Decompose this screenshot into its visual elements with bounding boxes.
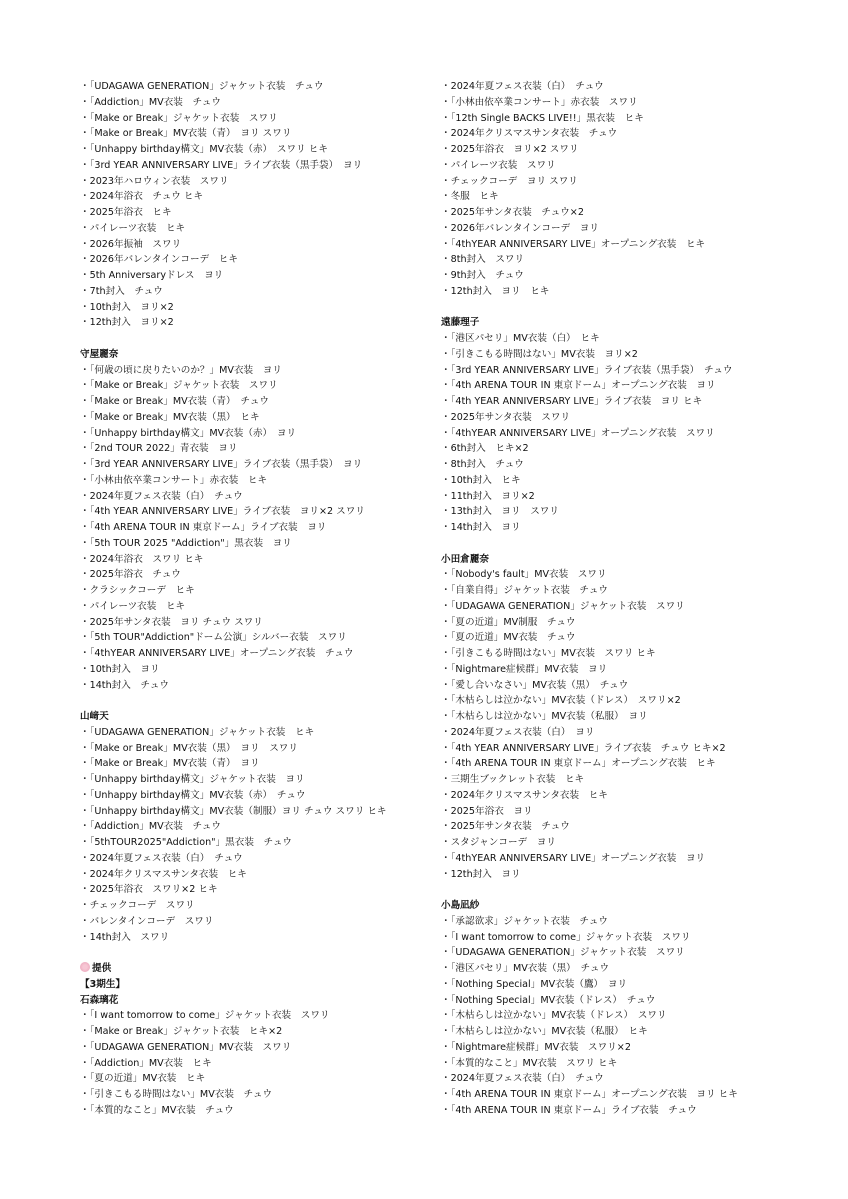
line-text: ・「承認欲求」ジャケット衣装 チュウ [441,915,608,927]
line-text: ・「自業自得」ジャケット衣装 チュウ [441,585,608,596]
list-item [80,473,450,489]
line-text: ・「4th ARENA TOUR IN 東京ドーム」ライブ衣装 ヨリ [80,522,327,533]
list-item [441,1087,811,1103]
list-item [441,662,811,678]
blank-line [80,945,450,961]
list-item [441,693,811,709]
list-item [441,615,811,631]
list-item [441,252,811,268]
line-text: ・「3rd YEAR ANNIVERSARY LIVE」ライブ衣装（黒手袋） チュウ [441,364,733,376]
line-text: ・2025年サンタ衣装 スワリ [441,411,571,423]
list-item [441,945,811,961]
line-text: ・「5th TOUR 2025 "Addiction"」黒衣装 ヨリ [80,537,292,549]
line-text: ・12th封入 ヨリ ヒキ [441,285,550,297]
list-item [80,804,450,820]
line-text: ・「港区パセリ」MV衣装（黒） チュウ [441,963,610,974]
list-item [441,126,811,142]
line-text: ・「5thTOUR2025"Addiction"」黒衣装 チュウ [80,837,293,848]
list-item [80,1024,450,1040]
line-text: ・「引きこもる時間はない」MV衣装 ヨリ×2 [441,348,638,360]
section-heading [441,898,811,914]
line-text: ・10th封入 ヒキ [441,474,521,486]
list-item [441,867,811,883]
list-item [441,410,811,426]
line-text: ・2025年サンタ衣装 チュウ [441,821,570,833]
blank-line [80,331,450,347]
line-text: ・14th封入 ヨリ [441,522,521,533]
blank-line [441,536,811,552]
line-text: ・2025年浴衣 スワリ×2 ヒキ [80,884,218,896]
line-text: ・12th封入 ヨリ×2 [80,317,174,329]
list-item [441,95,811,111]
line-text: ・「4th ARENA TOUR IN 東京ドーム」ライブ衣装 チュウ [441,1104,697,1116]
line-text: ・パイレーツ衣装 ヒキ [80,222,186,234]
line-text: 提供 [92,963,112,974]
section-heading [80,961,450,977]
line-text: ・8th封入 スワリ [441,254,525,266]
line-text: ・2024年クリスマスサンタ衣装 ヒキ [441,789,608,801]
list-item [80,1103,450,1119]
line-text: ・「Unhappy birthday構文」MV衣装（赤） ヨリ [80,427,297,439]
list-item [80,662,450,678]
right-column [441,79,811,1119]
list-item [441,441,811,457]
line-text: ・2024年夏フェス衣装（白） チュウ [441,81,604,92]
line-text: ・「Nobody's fault」MV衣装 スワリ [441,569,607,581]
list-item [441,599,811,615]
list-item [441,1103,811,1119]
list-item [441,930,811,946]
line-text: ・2024年浴衣 チュウ ヒキ [80,191,204,203]
list-item [441,174,811,190]
list-item [80,111,450,127]
line-text: ・「4th YEAR ANNIVERSARY LIVE」ライブ衣装 チュウ ヒキ×2 [441,742,726,754]
list-item [80,410,450,426]
line-text: ・「Make or Break」MV衣装（青） チュウ [80,396,269,407]
line-text: ・2025年浴衣 チュウ [80,569,181,581]
list-item [441,489,811,505]
line-text: ・7th封入 チュウ [80,285,163,297]
list-item [80,552,450,568]
line-text: ・「木枯らしは泣かない」MV衣装（私服） ヨリ [441,711,648,722]
list-item [441,394,811,410]
list-item [80,536,450,552]
line-text: ・「引きこもる時間はない」MV衣装 チュウ [80,1089,273,1100]
line-text: ・「3rd YEAR ANNIVERSARY LIVE」ライブ衣装（黒手袋） ヨリ [80,459,363,470]
line-text: ・「夏の近道」MV制服 チュウ [441,616,576,628]
list-item [441,961,811,977]
line-text: ・「UDAGAWA GENERATION」ジャケット衣装 スワリ [441,947,685,959]
line-text: ・「Unhappy birthday構文」MV衣装（制服）ヨリ チュウ スワリ ヒキ [80,805,387,817]
list-item [80,835,450,851]
line-text: ・「Make or Break」ジャケット衣装 スワリ [80,112,278,124]
list-item [441,221,811,237]
line-text: ・「Nothing Special」MV衣装（ドレス） チュウ [441,994,656,1006]
line-text: ・「12th Single BACKS LIVE!!」黒衣装 ヒキ [441,112,644,124]
list-item [80,725,450,741]
line-text: ・6th封入 ヒキ×2 [441,443,529,455]
line-text: ・「愛し合いなさい」MV衣装（黒） チュウ [441,679,629,691]
line-text: ・「UDAGAWA GENERATION」ジャケット衣装 ヒキ [80,726,315,738]
list-item [80,520,450,536]
line-text: ・11th封入 ヨリ×2 [441,490,535,502]
line-text: ・「UDAGAWA GENERATION」MV衣装 スワリ [80,1041,292,1053]
line-text: ・「Make or Break」MV衣装（黒） ヨリ スワリ [80,742,298,754]
line-text: ・2025年サンタ衣装 チュウ×2 [441,207,584,218]
list-item [80,252,450,268]
line-text: ・「Nothing Special」MV衣装（鷹） ヨリ [441,978,628,990]
list-item [441,473,811,489]
list-item [80,882,450,898]
line-text: ・10th封入 ヨリ [80,663,160,675]
list-item [441,79,811,95]
line-text: ・スタジャンコーデ ヨリ [441,837,556,848]
list-item [80,1040,450,1056]
line-text: 小田倉麗奈 [441,553,489,565]
line-text: ・2024年クリスマスサンタ衣装 ヒキ [80,868,247,880]
line-text: ・チェックコーデ スワリ [80,900,195,911]
line-text: ・「Unhappy birthday構文」ジャケット衣装 ヨリ [80,774,305,785]
list-item [441,630,811,646]
list-item [441,914,811,930]
list-item [80,489,450,505]
line-text: ・2026年バレンタインコーデ ヒキ [80,254,238,266]
line-text: ・2024年クリスマスサンタ衣装 チュウ [441,128,618,140]
line-text: ・「Make or Break」ジャケット衣装 スワリ [80,380,278,392]
line-text: ・「4th ARENA TOUR IN 東京ドーム」オープニング衣装 ヨリ ヒキ [441,1089,738,1100]
list-item [441,725,811,741]
line-text: ・「Make or Break」ジャケット衣装 ヒキ×2 [80,1026,283,1037]
list-item [80,583,450,599]
line-text: ・「木枯らしは泣かない」MV衣装（私服） ヒキ [441,1026,648,1037]
line-text: ・「本質的なこと」MV衣装 スワリ ヒキ [441,1057,618,1069]
line-text: ・13th封入 ヨリ スワリ [441,506,559,518]
line-text: ・パイレーツ衣装 ヒキ [80,600,186,612]
line-text: ・8th封入 チュウ [441,459,524,470]
list-item [80,1056,450,1072]
line-text: ・14th封入 スワリ [80,931,170,943]
list-item [441,1056,811,1072]
list-item [441,189,811,205]
list-item [441,678,811,694]
list-item [80,457,450,473]
line-text: ・「Nightmare症候群」MV衣装 ヨリ [441,663,608,675]
list-item [441,788,811,804]
line-text: ・2025年浴衣 ヒキ [80,207,172,218]
line-text: ・「夏の近道」MV衣装 ヒキ [80,1073,206,1085]
line-text: ・三期生ブックレット衣装 ヒキ [441,774,585,785]
flower-icon [80,962,90,972]
line-text: ・「5th TOUR"Addiction"ドーム公演」シルバー衣装 スワリ [80,632,347,644]
list-item [80,79,450,95]
line-text: ・「小林由依卒業コンサート」赤衣装 スワリ [441,96,638,108]
list-item [441,804,811,820]
line-text: ・「夏の近道」MV衣装 チュウ [441,632,576,644]
list-item [441,772,811,788]
list-item [80,1071,450,1087]
blank-line [80,693,450,709]
list-item [80,142,450,158]
list-item [441,504,811,520]
line-text: ・10th封入 ヨリ×2 [80,301,174,313]
list-item [80,930,450,946]
list-item [80,268,450,284]
list-item [441,851,811,867]
line-text: 山﨑天 [80,711,109,722]
list-item [80,426,450,442]
list-item [80,867,450,883]
list-item [80,174,450,190]
list-item [441,709,811,725]
line-text: ・「港区パセリ」MV衣装（白） ヒキ [441,333,600,344]
line-text: ・「Addiction」MV衣装 チュウ [80,821,221,833]
line-text: ・2024年浴衣 スワリ ヒキ [80,553,204,565]
section-heading [80,709,450,725]
list-item [441,426,811,442]
list-item [441,520,811,536]
line-text: ・2026年バレンタインコーデ ヨリ [441,222,599,234]
line-text: 石森璃花 [80,994,119,1006]
list-item [80,630,450,646]
list-item [80,205,450,221]
list-item [80,300,450,316]
list-item [441,457,811,473]
list-item [441,567,811,583]
list-item [441,284,811,300]
list-item [80,819,450,835]
list-item [441,1008,811,1024]
line-text: ・2024年夏フェス衣装（白） チュウ [441,1073,604,1085]
list-item [441,835,811,851]
line-text: ・「4th YEAR ANNIVERSARY LIVE」ライブ衣装 ヨリ×2 スワリ [80,506,365,518]
line-text: ・「何歳の頃に戻りたいのか？」MV衣装 ヨリ [80,364,282,376]
line-text: ・「4thYEAR ANNIVERSARY LIVE」オープニング衣装 ヒキ [441,238,706,250]
line-text: ・「I want tomorrow to come」ジャケット衣装 スワリ [441,931,691,943]
line-text: ・2025年浴衣 ヨリ×2 スワリ [441,144,579,155]
line-text: ・「Addiction」MV衣装 ヒキ [80,1057,212,1069]
list-item [441,347,811,363]
section-heading [441,315,811,331]
list-item [441,583,811,599]
line-text: ・2023年ハロウィン衣装 スワリ [80,175,229,187]
list-item [441,363,811,379]
section-heading [80,977,450,993]
list-item [441,142,811,158]
line-text: ・「小林由依卒業コンサート」赤衣装 ヒキ [80,474,268,486]
list-item [80,441,450,457]
list-item [80,158,450,174]
line-text: ・「4th ARENA TOUR IN 東京ドーム」オープニング衣装 ヨリ [441,380,716,392]
line-text: ・9th封入 チュウ [441,270,524,281]
list-item [80,1087,450,1103]
blank-line [441,300,811,316]
list-item [441,378,811,394]
line-text: 遠藤理子 [441,317,480,329]
line-text: ・「UDAGAWA GENERATION」ジャケット衣装 スワリ [441,600,685,612]
list-item [80,599,450,615]
list-item [441,993,811,1009]
list-item [80,615,450,631]
list-item [80,898,450,914]
list-item [441,111,811,127]
line-text: 小島凪紗 [441,900,480,911]
line-text: ・「Unhappy birthday構文」MV衣装（赤） スワリ ヒキ [80,144,328,155]
list-item [441,741,811,757]
list-item [80,284,450,300]
list-item [80,646,450,662]
list-item [441,977,811,993]
line-text: ・「4th ARENA TOUR IN 東京ドーム」オープニング衣装 ヒキ [441,758,716,770]
list-item [80,788,450,804]
list-item [441,268,811,284]
line-text: ・「本質的なこと」MV衣装 チュウ [80,1104,234,1116]
line-text: ・「UDAGAWA GENERATION」ジャケット衣装 チュウ [80,81,324,92]
line-text: 【3期生】 [80,978,126,990]
list-item [441,646,811,662]
line-text: ・「木枯らしは泣かない」MV衣装（ドレス） スワリ [441,1010,667,1022]
line-text: ・「4thYEAR ANNIVERSARY LIVE」オープニング衣装 チュウ [80,648,354,659]
line-text: ・2025年浴衣 ヨリ [441,805,533,817]
line-text: ・2025年サンタ衣装 ヨリ チュウ スワリ [80,616,263,628]
line-text: ・2024年夏フェス衣装（白） チュウ [80,490,243,502]
line-text: ・12th封入 ヨリ [441,868,521,880]
list-item [80,221,450,237]
line-text: ・「Unhappy birthday構文」MV衣装（赤） チュウ [80,789,306,801]
list-item [80,363,450,379]
list-item [80,567,450,583]
section-heading [80,993,450,1009]
list-item [80,315,450,331]
line-text: ・チェックコーデ ヨリ スワリ [441,175,578,187]
line-text: ・「4th YEAR ANNIVERSARY LIVE」ライブ衣装 ヨリ ヒキ [441,396,703,407]
line-text: ・「木枯らしは泣かない」MV衣装（ドレス） スワリ×2 [441,695,681,707]
line-text: ・「Make or Break」MV衣装（青） ヨリ [80,758,260,770]
line-text: ・冬服 ヒキ [441,191,499,203]
line-text: ・「2nd TOUR 2022」青衣装 ヨリ [80,443,238,455]
line-text: ・「3rd YEAR ANNIVERSARY LIVE」ライブ衣装（黒手袋） ヨリ [80,159,363,171]
line-text: ・14th封入 チュウ [80,679,169,691]
line-text: ・パイレーツ衣装 スワリ [441,159,556,171]
list-item [80,378,450,394]
line-text: ・「I want tomorrow to come」ジャケット衣装 スワリ [80,1010,330,1022]
section-heading [441,552,811,568]
line-text: ・2026年振袖 スワリ [80,238,182,250]
line-text: ・「Make or Break」MV衣装（青） ヨリ スワリ [80,128,292,140]
blank-line [441,882,811,898]
list-item [80,394,450,410]
line-text: ・「4thYEAR ANNIVERSARY LIVE」オープニング衣装 ヨリ [441,852,706,864]
list-item [80,756,450,772]
list-item [441,819,811,835]
line-text: ・「Addiction」MV衣装 チュウ [80,96,221,108]
line-text: ・「Make or Break」MV衣装（黒） ヒキ [80,411,260,423]
left-column [80,79,450,1119]
line-text: ・クラシックコーデ ヒキ [80,585,195,596]
list-item [80,95,450,111]
line-text: ・「Nightmare症候群」MV衣装 スワリ×2 [441,1041,631,1053]
list-item [80,772,450,788]
line-text: ・2024年夏フェス衣装（白） チュウ [80,852,243,864]
list-item [80,237,450,253]
list-item [441,205,811,221]
list-item [80,1008,450,1024]
list-item [80,741,450,757]
list-item [80,504,450,520]
line-text: ・2024年夏フェス衣装（白） ヨリ [441,726,595,738]
line-text: ・「4thYEAR ANNIVERSARY LIVE」オープニング衣装 スワリ [441,427,715,439]
line-text: ・「引きこもる時間はない」MV衣装 スワリ ヒキ [441,648,656,659]
list-item [80,851,450,867]
list-item [441,237,811,253]
list-item [441,756,811,772]
section-heading [80,347,450,363]
list-item [80,678,450,694]
line-text: ・5th Anniversaryドレス ヨリ [80,270,224,281]
line-text: ・バレンタインコーデ スワリ [80,915,214,927]
list-item [80,189,450,205]
list-item [441,1071,811,1087]
list-item [441,331,811,347]
list-item [441,1040,811,1056]
list-item [441,1024,811,1040]
list-item [80,126,450,142]
line-text: 守屋麗奈 [80,348,119,360]
list-item [441,158,811,174]
list-item [80,914,450,930]
